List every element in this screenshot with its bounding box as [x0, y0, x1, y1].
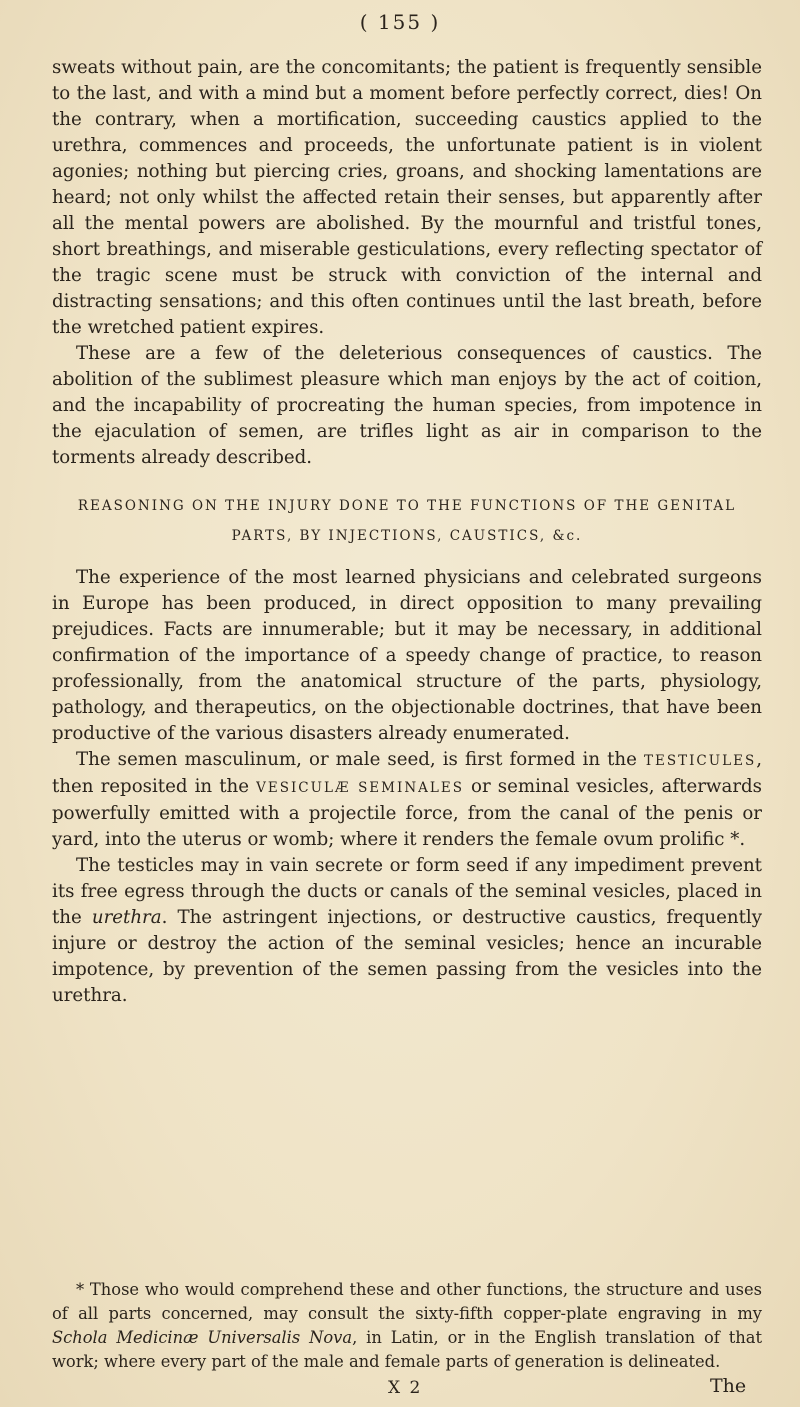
- signature-mark: X 2: [388, 1378, 423, 1398]
- main-text: [52, 55, 762, 1009]
- footnote-text-a: * Those who would comprehend these and other functions, the structure and uses of all parts concerned, may consult the sixty-fifth copper-plate engraving in my: [52, 1280, 762, 1323]
- page-number: ( 155 ): [359, 10, 441, 34]
- paragraph-5: [52, 853, 762, 1009]
- footnote-text-c: , in Latin, or in the English translation of that work; where every part of the male and female parts of generation is delineated.: [52, 1328, 762, 1371]
- paragraph-5-text-a: The testicles may in vain secrete or form seed if any impediment prevent its free egress through the ducts or canals of the seminal vesicles, placed in the: [52, 855, 762, 928]
- vesiculae-term: VESICULÆ SEMINALES: [256, 780, 464, 796]
- catchword: The: [710, 1375, 747, 1397]
- testicules-term: TESTICULES: [643, 753, 757, 769]
- paragraph-4-text-e: or seminal vesicles, afterwards powerfully emitted with a projectile force, from the canal of the penis or yard, into the uterus or womb; where it renders the female ovum prolific *.: [52, 776, 762, 850]
- paragraph-4-text-a: The semen masculinum, or male seed, is first formed in the: [76, 749, 644, 770]
- paragraph-5-text-c: . The astringent injections, or destructive caustics, frequently injure or destroy the action of the seminal vesicles; hence an incurable impotence, by prevention of the semen passing from the vesicles into the urethra.: [52, 907, 762, 1006]
- paragraph-3: The experience of the most learned physicians and celebrated surgeons in Europe has been produced, in direct opposition to many prevailing prejudices. Facts are innumerable; but it may be necessary, in additional confirmation of the importance of a speedy change of practice, to reason professionally, from the anatomical structure of the parts, physiology, pathology, and therapeutics, on the objectionable doctrines, that have been productive of the various disasters already enumerated.: [52, 567, 762, 744]
- section-heading: REASONING ON THE INJURY DONE TO THE FUNCTIONS OF THE GENITAL PARTS, BY INJECTIONS, CAUSTICS, &c.: [77, 498, 737, 544]
- footnote: [52, 1278, 762, 1374]
- paragraph-4: [52, 747, 762, 853]
- footnote-book-title: Schola Medicinæ Universalis Nova: [52, 1328, 353, 1347]
- paragraph-4-text-c: , then reposited in the: [52, 749, 762, 797]
- urethra-term: urethra: [91, 907, 162, 928]
- paragraph-2: These are a few of the deleterious consequences of caustics. The abolition of the sublimest pleasure which man enjoys by the act of coition, and the incapability of procreating the human species, from impotence in the ejaculation of semen, are trifles light as air in comparison to the torments already described.: [52, 343, 762, 468]
- paragraph-1: sweats without pain, are the concomitants; the patient is frequently sensible to the last, and with a mind but a moment before perfectly correct, dies! On the contrary, when a mortification, succeeding caustics applied to the urethra, commences and proceeds, the unfortunate patient is in violent agonies; nothing but piercing cries, groans, and shocking lamentations are heard; not only whilst the affected retain their senses, but apparently after all the mental powers are abolished. By the mournful and tristful tones, short breathings, and miserable gesticulations, every reflecting spectator of the tragic scene must be struck with conviction of the internal and distracting sensations; and this often continues until the last breath, before the wretched patient expires.: [52, 57, 762, 338]
